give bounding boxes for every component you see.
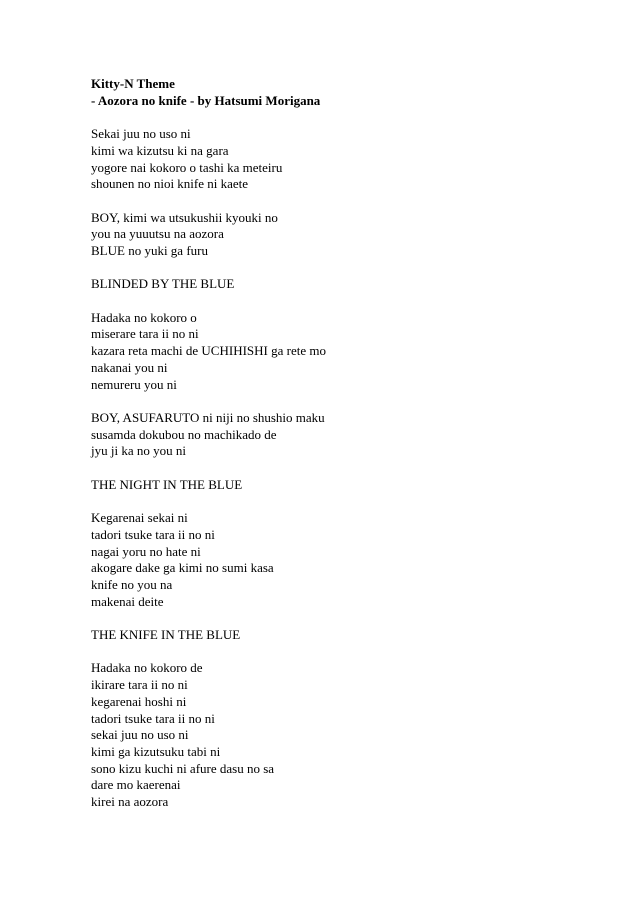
lyric-line: Sekai juu no uso ni xyxy=(91,126,191,142)
lyric-line: BOY, ASUFARUTO ni niji no shushio maku xyxy=(91,409,325,425)
lyric-line: sekai juu no uso ni xyxy=(91,727,189,743)
lyric-line: miserare tara ii no ni xyxy=(91,326,199,342)
lyrics-stanza xyxy=(91,660,611,810)
lyrics-stanza xyxy=(91,627,611,644)
lyric-line: Hadaka no kokoro o xyxy=(91,309,197,325)
lyric-line: BLUE no yuki ga furu xyxy=(91,243,208,258)
lyric-line: susamda dokubou no machikado de xyxy=(91,426,277,442)
lyric-line: kazara reta machi de UCHIHISHI ga rete mo xyxy=(91,343,326,359)
lyric-line: tadori tsuke tara ii no ni xyxy=(91,526,215,542)
lyrics-stanza xyxy=(91,310,611,394)
lyric-line: nakanai you ni xyxy=(91,359,168,375)
lyrics-stanza xyxy=(91,477,611,494)
document-title: Kitty-N Theme xyxy=(91,76,175,91)
lyrics-stanza xyxy=(91,276,611,293)
lyric-line: THE NIGHT IN THE BLUE xyxy=(91,476,243,492)
lyric-line: kimi wa kizutsu ki na gara xyxy=(91,142,229,158)
lyric-line: BLINDED BY THE BLUE xyxy=(91,276,235,292)
lyric-line: sono kizu kuchi ni afure dasu no sa xyxy=(91,760,275,776)
lyric-line: Hadaka no kokoro de xyxy=(91,660,203,676)
lyrics-stanzas xyxy=(91,126,611,811)
lyric-line: tadori tsuke tara ii no ni xyxy=(91,710,215,726)
lyric-line: Kegarenai sekai ni xyxy=(91,510,188,526)
lyric-line: makenai deite xyxy=(91,593,164,609)
lyric-line: nagai yoru no hate ni xyxy=(91,543,201,559)
lyric-line: kimi ga kizutsuku tabi ni xyxy=(91,743,221,759)
lyrics-stanza xyxy=(91,126,611,193)
lyric-line: kegarenai hoshi ni xyxy=(91,693,187,709)
lyric-line: yogore nai kokoro o tashi ka meteiru xyxy=(91,159,283,175)
lyrics-stanza xyxy=(91,410,611,460)
lyric-line: THE KNIFE IN THE BLUE xyxy=(91,627,241,643)
document-subtitle: - Aozora no knife - by Hatsumi Morigana xyxy=(91,92,321,108)
lyric-line: ikirare tara ii no ni xyxy=(91,677,188,693)
lyrics-stanza xyxy=(91,510,611,610)
lyric-line: kirei na aozora xyxy=(91,794,169,810)
lyric-line: nemureru you ni xyxy=(91,376,177,392)
lyric-line: akogare dake ga kimi no sumi kasa xyxy=(91,560,274,576)
lyric-line: you na yuuutsu na aozora xyxy=(91,226,224,242)
lyric-line: shounen no nioi knife ni kaete xyxy=(91,176,249,192)
lyric-line: knife no you na xyxy=(91,576,173,592)
lyric-line: jyu ji ka no you ni xyxy=(91,443,186,459)
lyric-line: dare mo kaerenai xyxy=(91,777,181,793)
lyrics-stanza xyxy=(91,210,611,260)
lyric-line: BOY, kimi wa utsukushii kyouki no xyxy=(91,209,278,225)
lyrics-body xyxy=(91,76,611,811)
